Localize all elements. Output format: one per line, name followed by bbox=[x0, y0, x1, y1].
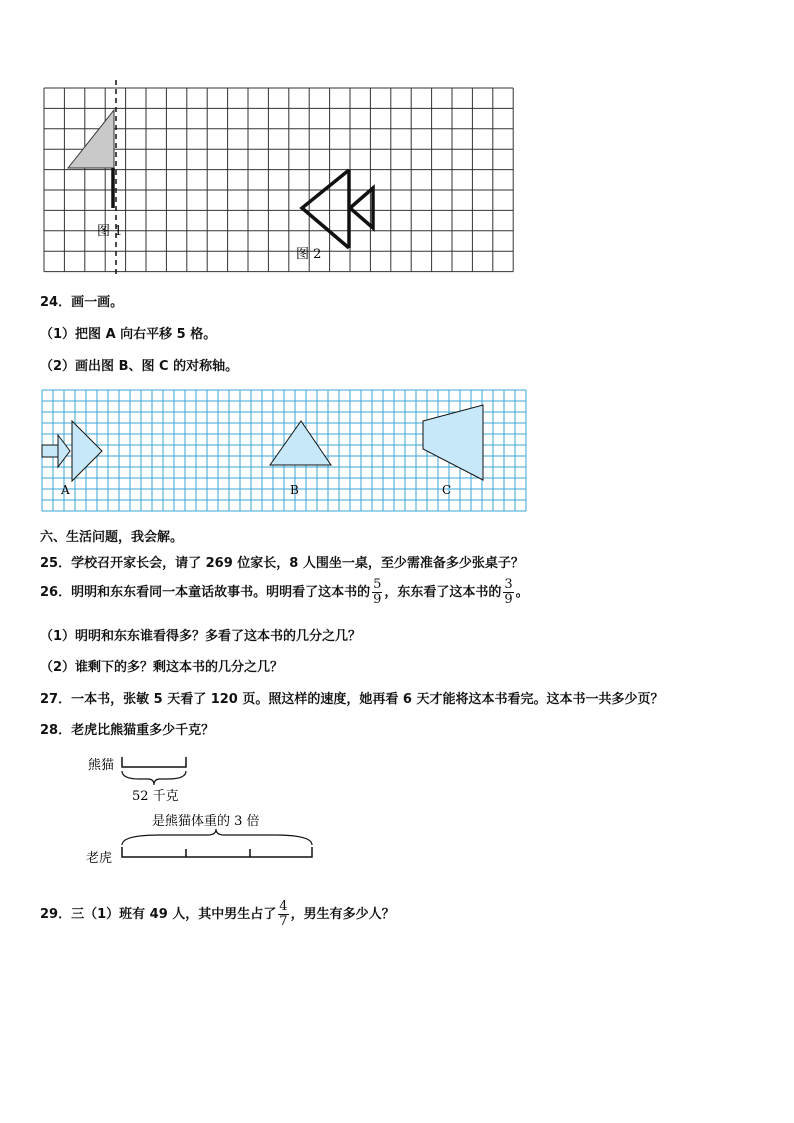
fraction-3-9: $\frac{3}{9}$ bbox=[504, 577, 513, 607]
label-b: B bbox=[290, 483, 299, 497]
shaded-shape bbox=[68, 110, 114, 168]
q28-line-diagram bbox=[0, 745, 794, 875]
q24-title: 24．画一画。 bbox=[40, 295, 124, 310]
q26-part-a: 26．明明和东东看同一本童话故事书。明明看了这本书的 bbox=[40, 585, 371, 600]
label-a: A bbox=[61, 483, 70, 497]
fish-shape bbox=[302, 170, 373, 248]
tiger-bar bbox=[122, 847, 312, 857]
figure-1-grid bbox=[0, 0, 794, 290]
fraction-5-9: $\frac{5}{9}$ bbox=[373, 577, 382, 607]
q24-part2: （2）画出图 B、图 C 的对称轴。 bbox=[40, 359, 239, 374]
fraction-4-7: $\frac{4}{7}$ bbox=[279, 899, 288, 929]
figure-2-grid bbox=[0, 385, 794, 520]
q26-part1: （1）明明和东东谁看得多？多看了这本书的几分之几？ bbox=[40, 629, 362, 644]
shape-c-trapezoid bbox=[423, 405, 483, 480]
q24-part1: （1）把图 A 向右平移 5 格。 bbox=[40, 327, 217, 342]
tiger-label: 老虎 bbox=[86, 851, 113, 866]
q25-text: 25．学校召开家长会，请了 269 位家长，8 人围坐一桌，至少需准备多少张桌子？ bbox=[40, 556, 524, 571]
panda-label: 熊猫 bbox=[88, 758, 115, 773]
shape-b-triangle bbox=[270, 421, 331, 465]
q28-title: 28．老虎比熊猫重多少千克？ bbox=[40, 723, 215, 738]
q29-part-b: ，男生有多少人？ bbox=[290, 907, 395, 922]
panda-brace bbox=[122, 771, 186, 785]
figure-1-label: 图 1 bbox=[97, 224, 123, 239]
section-6-title: 六、生活问题，我会解。 bbox=[40, 530, 184, 545]
q29-text bbox=[40, 900, 395, 929]
tiger-brace bbox=[122, 829, 312, 845]
q26-part-b: ，东东看了这本书的 bbox=[384, 585, 502, 600]
shape-a bbox=[42, 421, 102, 481]
figure-2-label: 图 2 bbox=[296, 247, 322, 262]
tiger-note: 是熊猫体重的 3 倍 bbox=[152, 814, 260, 829]
panda-bar bbox=[122, 757, 186, 767]
q26-part-c: 。 bbox=[515, 585, 529, 600]
q29-part-a: 29．三（1）班有 49 人，其中男生占了 bbox=[40, 907, 277, 922]
label-c: C bbox=[442, 483, 452, 497]
q26-text bbox=[40, 578, 529, 607]
q26-part2: （2）谁剩下的多？剩这本书的几分之几？ bbox=[40, 660, 284, 675]
q27-text: 27．一本书，张敏 5 天看了 120 页。照这样的速度，她再看 6 天才能将这本书看完。这本书一共多少页？ bbox=[40, 692, 664, 707]
panda-weight: 52 千克 bbox=[132, 789, 179, 804]
